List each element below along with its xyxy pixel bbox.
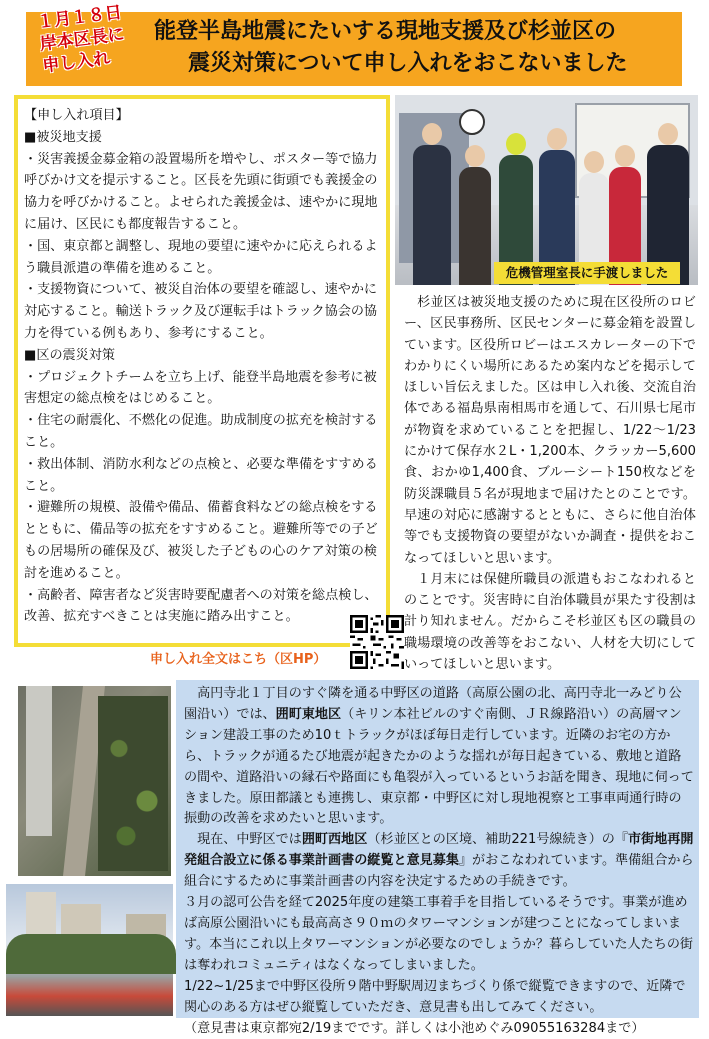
clock-icon [459,109,485,135]
bold-term: 囲町西地区 [302,832,367,847]
requests-line: ・支援物資について、被災自治体の要望を確認し、速やかに対応すること。輸送トラック及び運転手はトラック協会の協力を得ている例もあり、参考にすること。 [24,279,380,344]
qr-code-icon[interactable] [350,615,404,669]
requests-box [14,95,390,647]
requests-line: ・救出体制、消防水利などの点検と、必要な準備をすすめること。 [24,454,380,498]
requests-line: ・高齢者、障害者など災害時要配慮者への対策を総点検し、改善、拡充すべきことは実施に踏み出すこと。 [24,585,380,629]
bottom-paragraph-3: ３月の認可公告を経て2025年度の建築工事着手を目指しているそうです。事業が進めば高原公園沿いにも最高高さ９０ｍのタワーマンションが建つことになってしまいます。本当にこれ以上タワーマンションが必要なのでしょうか？暮らしていた人たちの街は奪われコミュニティはなくなってしまいました。 [184,893,694,977]
person-figure [459,167,491,285]
requests-line: ■被災地支援 [24,127,380,149]
requests-line: ・国、東京都と調整し、現地の要望に速やかに応えられるよう職員派遣の準備を進めること。 [24,236,380,280]
requests-line: ・プロジェクトチームを立ち上げ、能登半島地震を参考に被害想定の総点検をはじめること。 [24,367,380,411]
meeting-photo [395,95,698,285]
requests-line: ・災害義援金募金箱の設置場所を増やし、ポスター等で協力呼びかけ文を提示すること。区長を先頭に街頭でも義援金の協力を呼びかけること。よせられた義援金は、速やかに現地に届け、区民にも都度報告すること。 [24,149,380,236]
date-tag [36,0,153,78]
photo-pole [26,686,52,836]
street-photo [6,884,173,1016]
right-paragraph: １月末には保健所職員の派遣もおこなわれるとのことです。災害時に自治体職員が果たす役割は計り知れません。だからこそ杉並区も区の職員の職場環境の改善等をおこない、人材を大切にしていってほしいと思います。 [404,569,696,675]
requests-line: ■区の震災対策 [24,345,380,367]
right-column-text [404,292,696,675]
requests-line: 【申し入れ項目】 [24,105,380,127]
road-crack-photo [18,686,171,876]
date-tag-line: 岸本区長に [39,20,151,55]
bold-term: 囲町東地区 [276,707,341,722]
requests-line: ・住宅の耐震化、不燃化の促進。助成制度の拡充を検討すること。 [24,410,380,454]
date-tag-line: 申し入れ [41,42,153,77]
right-paragraph: 杉並区は被災地支援のために現在区役所のロビー、区民事務所、区民センターに募金箱を設置しています。区役所ロビーはエスカレーターの下でわかりにくい場所にあるため案内などを掲示してほしい旨伝えました。区は申し入れ後、交流自治体である福島県南相馬市を通して、石川県七尾市が物資を求めていることを把握し、1/22～1/23にかけて保存水２L・1,200本、クラッカー5,600食、おかゆ1,400食、ブルーシート150枚などを防災課職員５名が現地まで届けたとのことです。早速の対応に感謝するとともに、さらに他自治体等でも支援物資の要望がないか調査・提供をおこなってほしいと思います。 [404,292,696,569]
date-tag-line: １月１８日 [36,0,148,34]
bottom-paragraph-5: （意見書は東京都宛2/19までです。詳しくは小池めぐみ09055163284まで） [184,1019,694,1039]
header-banner [26,12,682,86]
title-line-1: 能登半島地震にたいする現地支援及び杉並区の [154,16,674,48]
requests-line: ・避難所の規模、設備や備品、備蓄食料などの総点検をするとともに、備品等の拡充をすすめること。避難所等での子どもの居場所の確保及び、被災した子どもの心のケア対策の検討を進めること。 [24,497,380,584]
photo-trees [6,934,176,974]
photo-caption: 危機管理室長に手渡しました [494,262,680,284]
bottom-paragraph-1: 高円寺北１丁目のすぐ隣を通る中野区の道路（高原公園の北、高円寺北一みどり公園沿い）では、囲町東地区（キリン本社ビルのすぐ南側、ＪＲ線路沿い）の高層マンション建設工事のため10ｔトラックがほぼ毎日走行しています。近隣のお宅の方から、トラックが通るたび地震が起きたかのような揺れが毎日起きている、敷地と道路の間や、道路沿いの縁石や路面にも亀裂が入っているというお話を聞き、現地に伺ってきました。原田都議とも連携し、東京都・中野区に対し現地視察と工事車両通行時の振動の改善を求めたいと思います。 [184,684,694,830]
qr-label: 申し入れ全文はこち（区HP） [150,650,350,670]
bottom-paragraph-4: 1/22~1/25まで中野区役所９階中野駅周辺まちづくり係で縦覧できますので、近隣で関心のある方はぜひ縦覧していただき、意見書も出してみてください。 [184,977,694,1019]
photo-plants [98,696,168,871]
bottom-paragraph-2: 現在、中野区では囲町西地区（杉並区との区境、補助221号線続き）の『市街地再開発組合設立に係る事業計画書の縦覧と意見募集』がおこなわれています。準備組合から組合にするために事業計画書の内容を決定するための手続きです。 [184,830,694,893]
page-title [154,16,674,80]
person-figure [413,145,451,285]
bold-term: 市街地再開発組合設立に係る事業計画書の縦覧と意見募集 [184,832,693,868]
title-line-2: 震災対策について申し入れをおこないました [154,48,674,80]
bottom-article [184,684,694,1039]
